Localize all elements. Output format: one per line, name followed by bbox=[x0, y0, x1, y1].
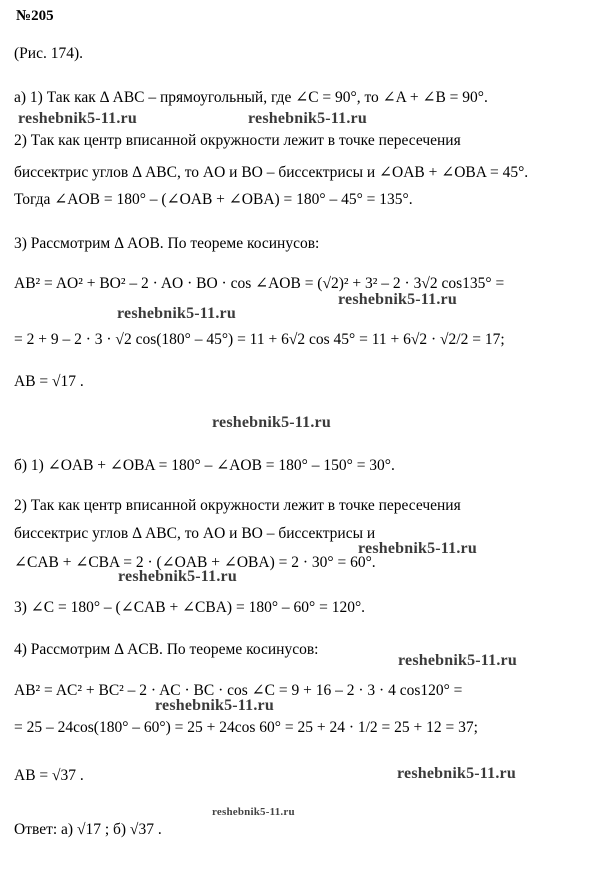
solution-line-a3: 3) Рассмотрим Δ AOB. По теореме косинусов: bbox=[14, 235, 320, 252]
solution-line-b2-cont: биссектрис углов Δ ABC, то AO и BO – биссектрисы и bbox=[14, 525, 376, 542]
solution-line-b3: 3) ∠C = 180° – (∠CAB + ∠CBA) = 180° – 60° = 120°. bbox=[14, 599, 366, 616]
watermark: reshebnik5-11.ru bbox=[212, 414, 331, 431]
watermark: reshebnik5-11.ru bbox=[248, 110, 367, 127]
solution-line-a2-cont: биссектрис углов Δ ABC, то AO и BO – биссектрисы и ∠OAB + ∠OBA = 45°. bbox=[14, 164, 529, 181]
answer-a-inline: AB = √17 . bbox=[14, 373, 84, 390]
problem-number: №205 bbox=[16, 8, 54, 24]
cosine-law-b-step1: AB² = AC² + BC² – 2 · AC · BC · cos ∠C = 9 + 16 – 2 · 3 · 4 cos120° = bbox=[14, 682, 463, 699]
figure-reference: (Рис. 174). bbox=[14, 45, 83, 62]
watermark: reshebnik5-11.ru bbox=[117, 305, 236, 322]
watermark: reshebnik5-11.ru bbox=[397, 765, 516, 782]
watermark: reshebnik5-11.ru bbox=[155, 697, 274, 714]
watermark: reshebnik5-11.ru bbox=[18, 110, 137, 127]
solution-line-b1: б) 1) ∠OAB + ∠OBA = 180° – ∠AOB = 180° – 150° = 30°. bbox=[14, 457, 395, 474]
solution-line-b4: 4) Рассмотрим Δ ACB. По теореме косинусов: bbox=[14, 641, 319, 658]
solution-line-a2: 2) Так как центр вписанной окружности лежит в точке пересечения bbox=[14, 132, 461, 149]
answer-b-inline: AB = √37 . bbox=[14, 767, 84, 784]
watermark: reshebnik5-11.ru bbox=[398, 652, 517, 669]
final-answer: Ответ: а) √17 ; б) √37 . bbox=[14, 821, 162, 838]
cosine-law-a-step1: AB² = AO² + BO² – 2 · AO · BO · cos ∠AOB = (√2)² + 3² – 2 · 3√2 cos135° = bbox=[14, 275, 505, 292]
solution-line-a1: а) 1) Так как Δ ABC – прямоугольный, где ∠C = 90°, то ∠A + ∠B = 90°. bbox=[14, 89, 488, 106]
watermark: reshebnik5-11.ru bbox=[338, 291, 457, 308]
solution-line-a2-then: Тогда ∠AOB = 180° – (∠OAB + ∠OBA) = 180° – 45° = 135°. bbox=[14, 191, 413, 208]
watermark: reshebnik5-11.ru bbox=[358, 540, 477, 557]
solution-line-b2: 2) Так как центр вписанной окружности лежит в точке пересечения bbox=[14, 497, 461, 514]
watermark: reshebnik5-11.ru bbox=[212, 806, 295, 818]
cosine-law-b-step2: = 25 – 24cos(180° – 60°) = 25 + 24cos 60° = 25 + 24 · 1/2 = 25 + 12 = 37; bbox=[14, 719, 478, 736]
solution-line-b2-angles: ∠CAB + ∠CBA = 2 · (∠OAB + ∠OBA) = 2 · 30° = 60°. bbox=[14, 554, 376, 571]
watermark: reshebnik5-11.ru bbox=[118, 568, 237, 585]
cosine-law-a-step2: = 2 + 9 – 2 · 3 · √2 cos(180° – 45°) = 11 + 6√2 cos 45° = 11 + 6√2 · √2/2 = 17; bbox=[14, 331, 505, 348]
